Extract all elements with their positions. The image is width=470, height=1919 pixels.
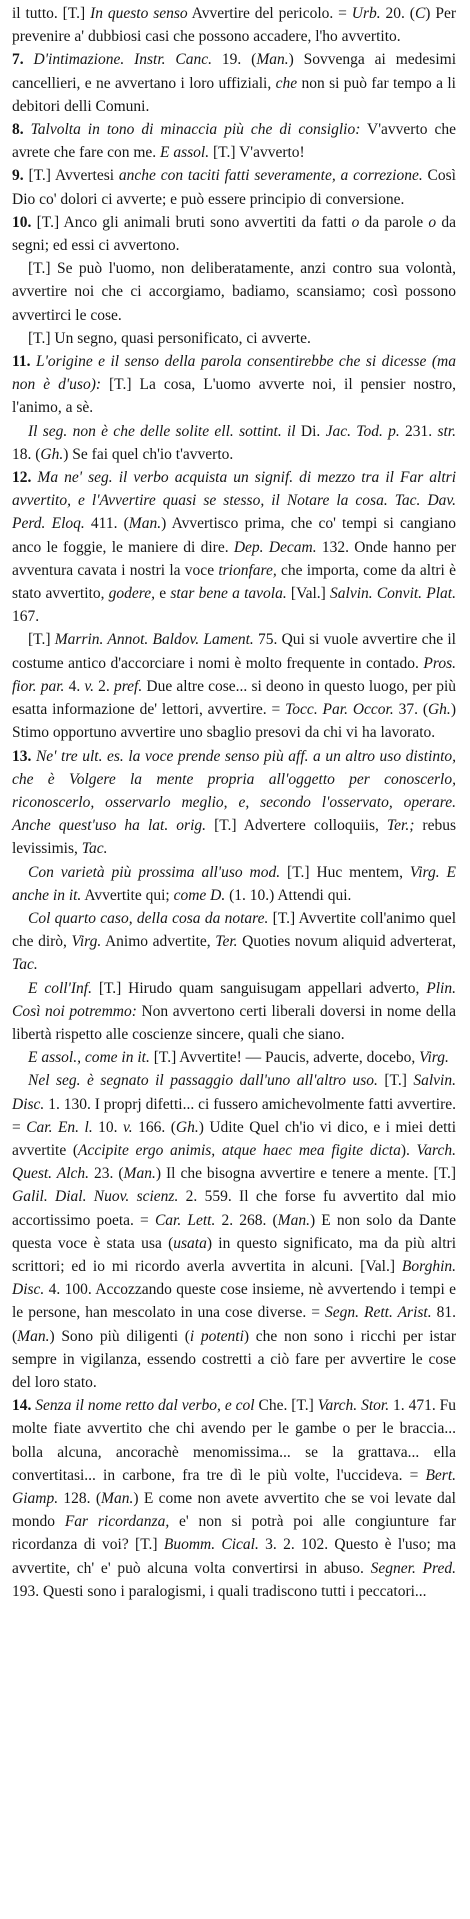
italic-text: E assol. [160,144,210,162]
body-text: ) Sono più diligenti ( [49,1327,190,1345]
body-text: Così Dio co' dolori ci avverte; e può essere principio di conversione. [12,167,456,208]
body-text: 4. 100. Accozzando queste cose insieme, nè avvertendo i tempi e le persone, han mescolato in una cose diverse. = [12,1281,456,1322]
body-text: 10. [92,1118,124,1136]
body-text: 2. 268. ( [215,1211,278,1229]
section-number: 8. [12,121,31,139]
body-text: 19. ( [212,51,257,69]
italic-text: Col quarto caso, della cosa da notare. [28,909,269,927]
italic-text: C [414,5,426,22]
italic-text: Virg. E anche in it. [12,863,456,904]
entry-paragraph-p14 [12,1394,456,1603]
body-text: ) Stimo opportuno avvertire uno sbaglio presovi da chi vi ha lavorato. [12,701,456,742]
body-text: Due altre cose... si deono in questo luogo, per più esatta informazione de' lettori, avvertire. = [12,677,457,719]
body-text: che importa, come da altri è stato avvertito, [12,561,456,603]
italic-text: Accipite ergo animis, atque haec mea figite dicta [78,1141,401,1159]
body-text: non si può far tempo a li debitori delli Comuni. [12,74,456,115]
italic-text: Man. [17,1327,50,1345]
italic-text: Virg. [71,933,102,951]
body-text: 3. 2. 102. Questo è l'uso; ma avvertite, ch' e' può alcuna volta convertirsi in abuso. [12,1536,456,1577]
italic-text: Nel seg. è segnato il passaggio dall'uno all'altro uso. [28,1072,378,1090]
italic-text: str. [437,422,456,440]
italic-text: Car. En. l. [26,1118,93,1136]
italic-text: In questo senso [90,5,188,22]
body-text: ) Avvertisco prima, che co' tempi si cangiano anco le foggie, le maniere di dire. [12,515,456,556]
italic-text: Gh. [427,701,451,719]
italic-text: Tac. [81,840,108,858]
body-text: V'avverto che avrete che fare con me. [12,121,456,162]
entry-paragraph-p10c [12,327,456,350]
body-text: 167. [12,608,40,626]
body-text: da parole [359,213,429,231]
entry-paragraph-p13f [12,1069,456,1394]
italic-text: Galil. Dial. Nuov. scienz. [12,1188,179,1206]
italic-text: o [428,213,437,231]
body-text: [T.] Avvertesi [28,167,119,185]
body-text: ) Se fai quel ch'io t'avverto. [63,445,234,463]
italic-text: Senza il nome retto dal verbo, e col [35,1397,255,1415]
entry-paragraph-p13 [12,745,456,861]
italic-text: v. [123,1118,133,1136]
italic-text: E assol., come in it. [28,1049,150,1067]
body-text: 37. ( [393,701,428,719]
body-text: Quoties novum aliquid adverterat, [237,933,457,951]
body-text: ) in questo significato, ma da più altri scrittori; ed io mi ricordo averla avvertita in alcuni. [Val.] [12,1234,456,1275]
italic-text: Il seg. non è che delle solite ell. sottint. il [28,422,296,440]
body-text: 1. 130. I proprj difetti... ci fussero amichevolmente fatti avvertire. = [12,1095,456,1136]
body-text: [T.] Avvertite coll'animo quel che dirò, [12,909,456,951]
entry-paragraph-p11b [12,420,456,466]
body-text: da segni; ed essi ci avvertono. [12,213,457,255]
italic-text: E coll'Inf. [28,979,92,997]
italic-text: Bert. Giamp. [12,1466,456,1507]
body-text: 2. [94,677,114,695]
body-text: 132. Onde hanno per avventura cavata i nostri la voce [12,538,456,579]
italic-text: Far ricordanza, [64,1513,170,1531]
italic-text: Gh. [40,445,64,463]
italic-text: Varch. Quest. Alch. [12,1141,456,1183]
italic-text: Pros. fior. par. [12,654,456,695]
body-text: rebus levissimis, [12,817,456,858]
entry-paragraph-p0 [12,2,456,48]
italic-text: Urb. [351,5,381,22]
body-text: 18. ( [12,445,41,463]
body-text: 1. 471. Fu molte fiate avvertito che chi avendo per le gambe o per le braccia... bolla alcuna, ancorachè menomissima... se la grattava... ella convertitasi... in carbone, fra tre dì le più volte, l'uccideva. = [12,1397,456,1484]
section-number: 10. [12,213,37,231]
entry-paragraph-p8 [12,118,456,164]
entry-paragraph-p13b [12,861,456,907]
italic-text: Plin. Così noi potremmo: [12,979,456,1020]
body-text: ) che non sono i ricchi per istar sempre in vigilanza, essendo costretti a ciò fare per avvertire le cose del loro stato. [12,1327,456,1391]
body-text: Non avvertono certi liberali doversi in nome della libertà rispetto alle coscienze sincere, quali che siano. [12,1002,456,1043]
italic-text: Jac. Tod. p. [325,422,400,440]
body-text: ) E non solo da Dante questa voce è stata usa ( [12,1211,457,1252]
entry-paragraph-p9 [12,164,456,210]
body-text: [T.] Hirudo quam sanguisugam appellari advertо, [91,979,427,997]
body-text: Animo advertite, [101,933,216,951]
italic-text: Man. [128,515,162,533]
italic-text: Gh. [175,1118,199,1136]
section-number: 14. [12,1397,36,1415]
body-text: [T.] La cosa, L'uomo avverte noi, il pensier nostro, l'animo, a sè. [12,376,456,417]
italic-text: Buomm. Cical. [163,1536,259,1554]
body-text: 193. Questi sono i paralogismi, i quali tradiscono tutti i peccatori... [12,1582,427,1600]
body-text: (1. 10.) Attendi qui. [225,886,352,904]
italic-text: Car. Lett. [154,1211,216,1229]
body-text: ). [400,1141,417,1159]
italic-text: Borghin. Disc. [12,1257,456,1299]
body-text: [T.] [28,631,55,649]
italic-text: i potenti [189,1327,244,1345]
body-text: [Val.] [286,585,331,603]
italic-text: o [351,213,360,231]
body-text: ) Sovvenga ai medesimi cancellieri, e ne avvertano i loro uffiziali, [12,51,457,92]
body-text: 23. ( [89,1165,124,1183]
body-text: Di. [295,422,326,440]
body-text: Avvertire del pericolo. = [187,5,352,22]
body-text: 411. ( [84,515,129,533]
body-text: 4. [64,677,85,695]
italic-text: D'intimazione. Instr. Canc. [33,51,213,69]
body-text: ) Per prevenire a' dubbiosi casi che possono accadere, l'ho avvertito. [12,5,456,46]
body-text: 231. [399,422,438,440]
italic-text: Ter.; [386,817,415,835]
italic-text: Ma ne' seg. il verbo acquista un signif. di mezzo tra il Far altri avvertito, e l'Avvertire quasi se stesso, il Notare la cosa. Tac. Dav. Perd. Eloq. [12,469,456,533]
italic-text: anche con taciti fatti severamente, a correzione. [118,167,423,185]
italic-text: v. [84,677,94,695]
body-text: il tutto. [T.] [12,5,91,22]
italic-text: come D. [173,886,226,904]
entry-paragraph-p10 [12,211,456,257]
body-text: [T.] [377,1072,414,1090]
body-text: 75. Qui si vuole avvertire che il costume antico d'accorciare i nomi è molto frequente in contado. [12,631,456,672]
body-text: [T.] Huc mentem, [280,863,410,881]
italic-text: Virg. [419,1049,449,1067]
body-text: 2. 559. Il che forse fu avvertito dal mio accortissimo poeta. = [12,1188,457,1229]
italic-text: godere, [108,585,156,603]
italic-text: Man. [277,1211,310,1229]
entry-paragraph-p7 [12,48,456,118]
section-number: 11. [12,353,36,371]
body-text: ) Il che bisogna avvertire e tenere a mente. [T.] [155,1165,457,1183]
italic-text: Dep. Decam. [233,538,317,556]
section-number: 12. [12,469,38,487]
italic-text: star bene a tavola. [170,585,287,603]
italic-text: Man. [101,1490,134,1507]
body-text: ) Udite Quel ch'io vi dico, e i miei detti avvertite ( [12,1118,457,1159]
italic-text: pref. [113,677,143,695]
italic-text: Segner. Pred. [370,1559,456,1577]
italic-text: L'origine e il senso della parola consentirebbe che si dicesse (ma non è d'uso): [12,353,456,394]
body-text: e [155,585,171,603]
entry-paragraph-p10b [12,257,456,327]
body-text: Che. [T.] [254,1397,318,1415]
body-text: 20. ( [380,5,415,22]
italic-text: Ne' tre ult. es. la voce prende senso più aff. a un altro uso distinto, che è Volgere la mente propria all'oggetto per conoscerlo, riconoscerlo, osservarlo meglio, e, secondo l'osservato, operare. Anche quest'uso ha lat. orig. [12,747,457,835]
body-text: e' non si potrà poi alle congiunture far ricordanza di voi? [T.] [12,1513,456,1554]
body-text: [T.] V'avverto! [209,144,305,162]
body-text: [T.] Un segno, quasi personificato, ci avverte. [28,329,311,347]
italic-text: Salvin. Convit. Plat. [330,585,456,603]
body-text: [T.] Advertere colloquiis, [206,817,387,835]
italic-text: Tac. [12,956,38,974]
italic-text: Man. [123,1165,156,1183]
italic-text: Ter. [215,933,238,951]
body-text: Avvertite qui; [81,886,174,904]
body-text: ) E come non avete avvertito che se voi levate dal mondo [12,1490,456,1531]
italic-text: Tocc. Par. Occor. [285,701,394,719]
italic-text: Man. [256,51,289,69]
body-text: 166. ( [132,1118,176,1136]
italic-text: usata [173,1234,207,1252]
body-text: [T.] Se può l'uomo, non deliberatamente, anzi contro sua volontà, avvertire noi che ci accorgiamo, badiamo, scansiamo; così possono avvertirci le cose. [12,260,456,324]
italic-text: Marrin. Annot. Baldov. Lament. [54,631,254,649]
italic-text: Talvolta in tono di minaccia più che di consiglio: [30,121,361,139]
entry-paragraph-p13d [12,977,456,1047]
italic-text: Salvin. Disc. [12,1072,456,1113]
entry-paragraph-p13e [12,1046,456,1069]
entry-paragraph-p12 [12,466,456,628]
entry-paragraph-p12b [12,628,456,744]
section-number: 7. [12,51,34,69]
italic-text: trionfare, [218,561,277,579]
italic-text: Con varietà più prossima all'uso mod. [28,863,281,881]
entry-paragraph-p13c [12,907,456,977]
italic-text: Varch. Stor. [317,1397,390,1415]
entry-paragraph-p11 [12,350,456,420]
section-number: 13. [12,747,36,765]
section-number: 9. [12,167,29,185]
italic-text: Segn. Rett. Arist. [324,1304,432,1322]
body-text: 128. ( [58,1490,102,1507]
body-text: [T.] Avvertite! — Paucis, adverte, docebo, [149,1049,420,1067]
body-text: [T.] Anco gli animali bruti sono avvertiti da fatti [36,213,352,231]
body-text: 81. ( [12,1304,456,1345]
italic-text: che [275,74,298,92]
